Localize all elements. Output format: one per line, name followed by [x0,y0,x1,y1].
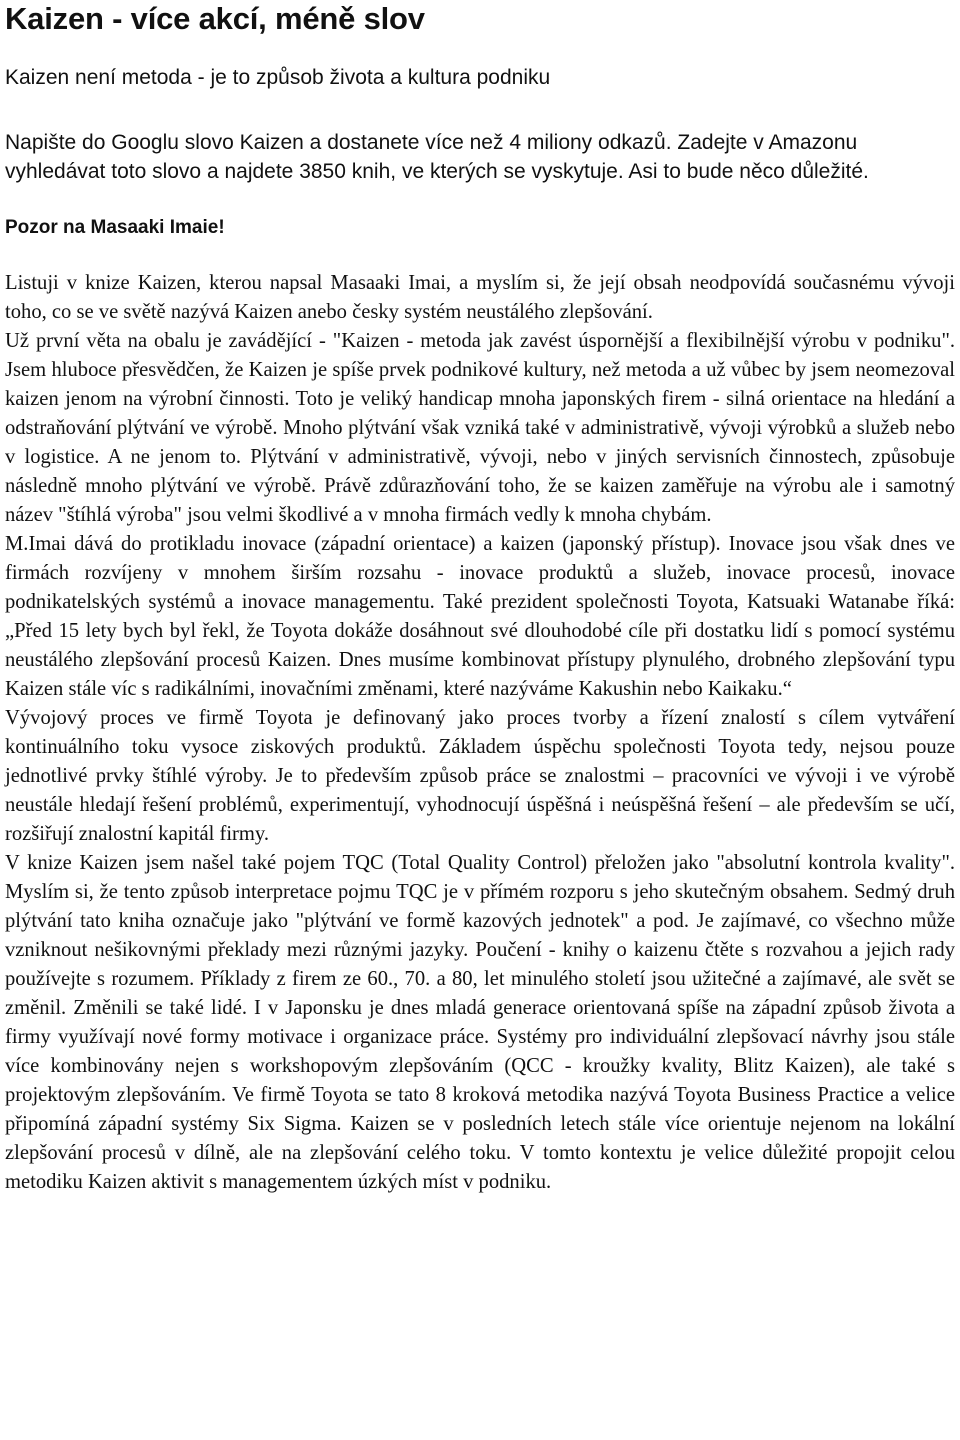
body-paragraph: M.Imai dává do protikladu inovace (západní orientace) a kaizen (japonský přístup). Inovace jsou však dnes ve firmách rozvíjeny v mnohem širším rozsahu - inovace produktů a služeb, inovace procesů, inovace podnikatelských systémů a inovace managementu. Také prezident společnosti Toyota, Katsuaki Watanabe říká: „Před 15 lety bych byl řekl, že Toyota dokáže dosáhnout své dlouhodobé cíle při dostatku lidí s pomocí systému neustálého zlepšování procesů Kaizen. Dnes musíme kombinovat přístupy plynulého, drobného zlepšování typu Kaizen stále víc s radikálními, inovačními změnami, které nazýváme Kakushin nebo Kaikaku.“ [5,533,955,700]
intro-paragraph: Napište do Googlu slovo Kaizen a dostanete více než 4 miliony odkazů. Zadejte v Amazonu vyhledávat toto slovo a najdete 3850 knih, ve kterých se vyskytuje. Asi to bude něco důležité. [5,131,869,183]
body-paragraph: Už první věta na obalu je zavádějící - "Kaizen - metoda jak zavést úspornější a flexibilnější výrobu v podniku". Jsem hluboce přesvědčen, že Kaizen je spíše prvek podnikové kultury, než metoda a už vůbec by jsem neomezoval kaizen jenom na výrobní činnosti. Toto je veliký handicap mnoha japonských firem - silná orientace na hledání a odstraňování plýtvání ve výrobě. Mnoho plýtvání však vzniká také v administrativě, vývoji výrobků a služeb nebo v logistice. A ne jenom to. Plýtvání v administrativě, vývoji, nebo v jiných servisních činnostech, způsobuje následně mnoho plýtvání ve výrobě. Právě zdůrazňování toho, že se kaizen zaměřuje na výrobu ale i samotný název "štíhlá výroba" jsou velmi škodlivé a v mnoha firmách vedly k mnoha chybám. [5,330,955,526]
section-heading: Pozor na Masaaki Imaie! [5,217,225,238]
article-body [5,269,955,1197]
subtitle: Kaizen není metoda - je to způsob života a kultura podniku [5,66,551,89]
page-title: Kaizen - více akcí, méně slov [5,1,425,36]
body-paragraph: Vývojový proces ve firmě Toyota je definovaný jako proces tvorby a řízení znalostí s cílem vytváření kontinuálního toku vysoce ziskových produktů. Základem úspěchu společnosti Toyota tedy, nejsou pouze jednotlivé prvky štíhlé výroby. Je to především způsob práce se znalostmi – pracovníci ve vývoji i ve výrobě neustále hledají řešení problémů, experimentují, vyhodnocují úspěšná i neúspěšná řešení – ale především se učí, rozšiřují znalostní kapitál firmy. [5,707,955,845]
body-paragraph: Listuji v knize Kaizen, kterou napsal Masaaki Imai, a myslím si, že její obsah neodpovídá současnému vývoji toho, co se ve světě nazývá Kaizen anebo česky systém neustálého zlepšování. [5,272,955,323]
body-paragraph: V knize Kaizen jsem našel také pojem TQC (Total Quality Control) přeložen jako "absolutní kontrola kvality". Myslím si, že tento způsob interpretace pojmu TQC je v přímém rozporu s jeho skutečným obsahem. Sedmý druh plýtvání tato kniha označuje jako "plýtvání ve formě kazových jednotek" a pod. Je zajímavé, co všechno může vzniknout nešikovnými překlady mezi různými jazyky. Poučení - knihy o kaizenu čtěte s rozvahou a jejich rady používejte s rozumem. Příklady z firem ze 60., 70. a 80, let minulého století jsou užitečné a zajímavé, ale svět se změnil. Změnili se také lidé. I v Japonsku je dnes mladá generace orientovaná spíše na západní způsob života a firmy využívají nové formy motivace i organizace práce. Systémy pro individuální zlepšovací návrhy jsou stále více kombinovány nejen s workshopovým zlepšováním (QCC - kroužky kvality, Blitz Kaizen), ale také s projektovým zlepšováním. Ve firmě Toyota se tato 8 kroková metodika nazývá Toyota Business Practice a velice připomíná západní systémy Six Sigma. Kaizen se v posledních letech stále více orientuje nejenom na lokální zlepšování procesů v dílně, ale na zlepšování celého toku. V tomto kontextu je velice důležité propojit celou metodiku Kaizen aktivit s managementem úzkých míst v podniku. [5,852,955,1193]
article [5,0,955,1197]
